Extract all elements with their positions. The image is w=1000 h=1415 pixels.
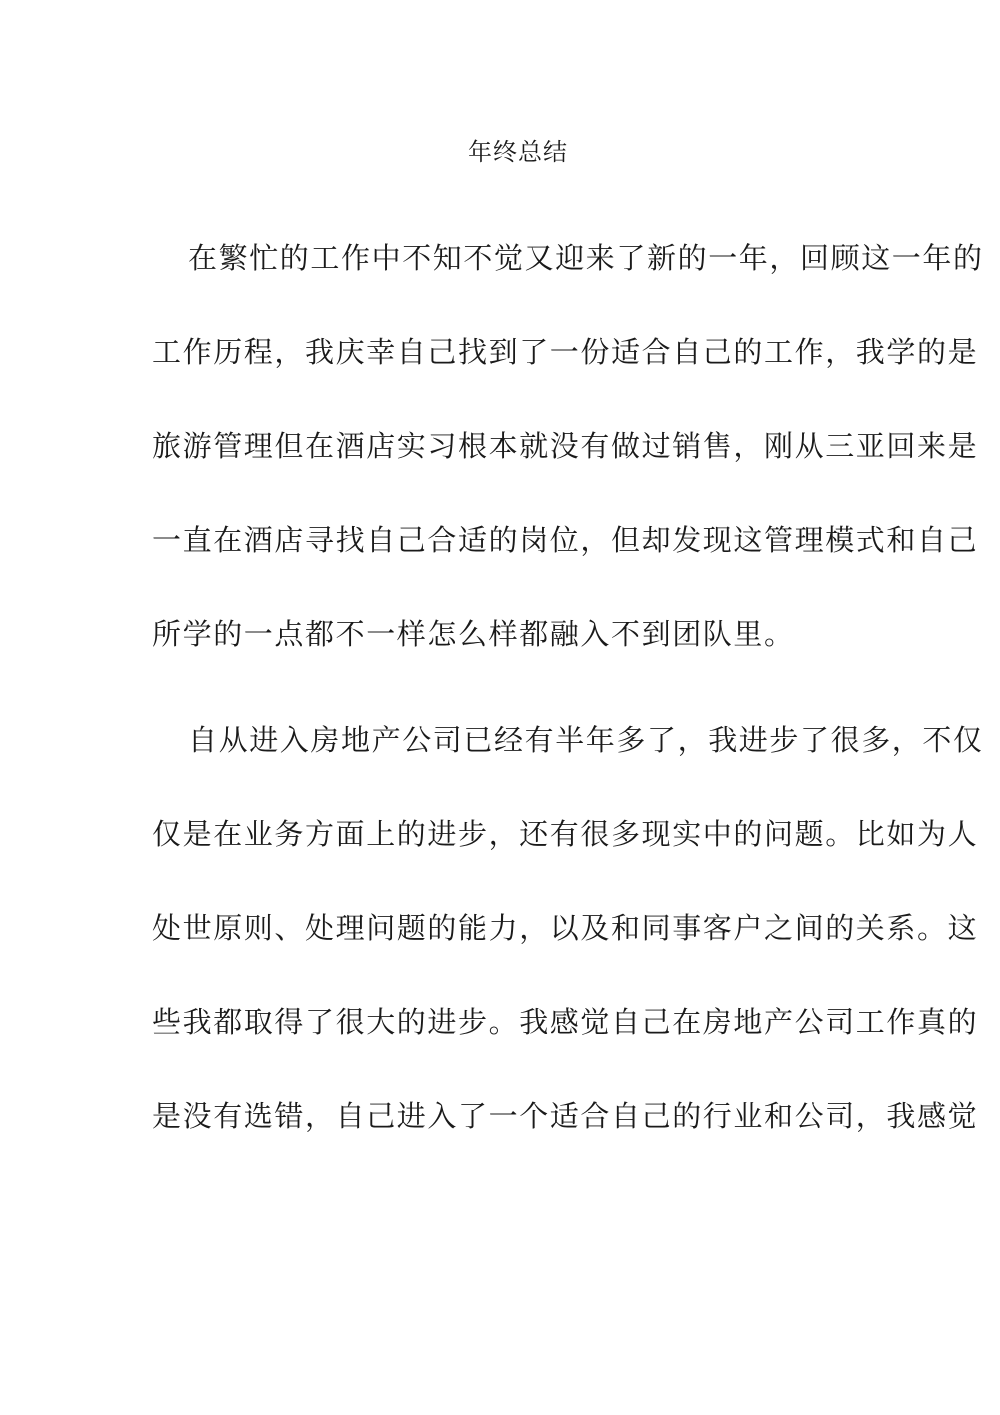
paragraph-1 <box>152 211 984 681</box>
text-line: 自从进入房地产公司已经有半年多了，我进步了很多，不仅 <box>188 723 984 757</box>
text-line: 是没有选错，自己进入了一个适合自己的行业和公司，我感觉 <box>152 1099 979 1133</box>
document-title: 年终总结 <box>468 138 568 166</box>
text-line: 一直在酒店寻找自己合适的岗位，但却发现这管理模式和自己 <box>152 523 979 557</box>
text-line: 处世原则、处理问题的能力，以及和同事客户之间的关系。这 <box>152 911 979 945</box>
text-line: 些我都取得了很大的进步。我感觉自己在房地产公司工作真的 <box>152 1005 979 1039</box>
paragraph-2 <box>152 693 984 1163</box>
text-line: 工作历程，我庆幸自己找到了一份适合自己的工作，我学的是 <box>152 335 979 369</box>
text-line: 仅是在业务方面上的进步，还有很多现实中的问题。比如为人 <box>152 817 979 851</box>
text-line: 所学的一点都不一样怎么样都融入不到团队里。 <box>152 617 795 651</box>
text-line: 旅游管理但在酒店实习根本就没有做过销售，刚从三亚回来是 <box>152 429 979 463</box>
text-line: 在繁忙的工作中不知不觉又迎来了新的一年，回顾这一年的 <box>188 241 984 275</box>
